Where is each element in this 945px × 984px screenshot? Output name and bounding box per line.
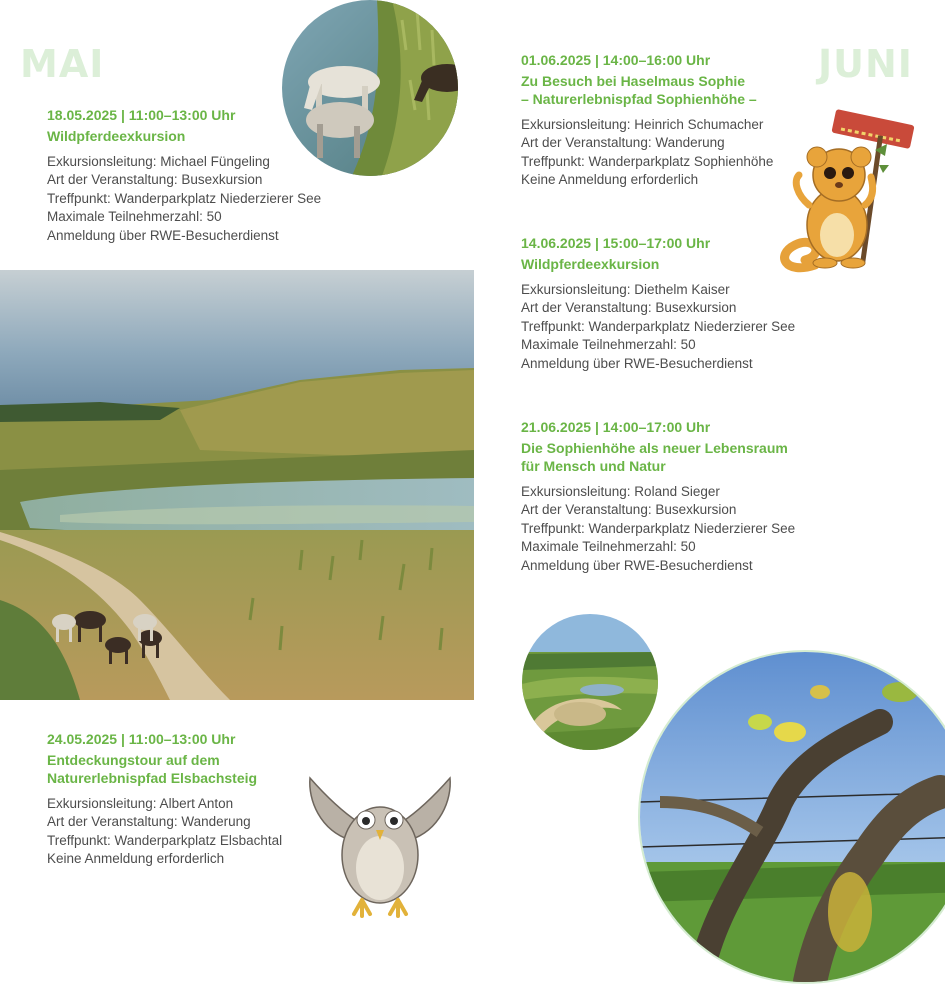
event-leader: Exkursionsleitung: Michael Füngeling: [47, 154, 270, 169]
event-meeting-point: Treffpunkt: Wanderparkplatz Niederzierer See: [521, 318, 796, 334]
event-max-participants: Maximale Teilnehmerzahl: 50: [521, 337, 696, 353]
event-leader: Exkursionsleitung: Albert Anton: [47, 796, 234, 811]
dormouse-sophie-mascot-illustration: [775, 105, 920, 295]
event-leader: Exkursionsleitung: Heinrich Schumacher: [521, 117, 764, 132]
event-max-participants: Maximale Teilnehmerzahl: 50: [47, 209, 222, 225]
event-leader: Exkursionsleitung: Roland Sieger: [521, 484, 720, 499]
event-card: [521, 418, 795, 575]
event-type: Art der Veranstaltung: Busexkursion: [521, 300, 737, 316]
event-registration: Anmeldung über RWE-Besucherdienst: [521, 355, 753, 371]
wild-horses-drinking-photo: [282, 0, 458, 176]
event-date: 18.05.2025 | 11:00–13:00 Uhr: [47, 107, 236, 123]
event-date: 24.05.2025 | 11:00–13:00 Uhr: [47, 731, 236, 747]
event-meeting-point: Treffpunkt: Wanderparkplatz Niederzierer See: [521, 520, 796, 536]
event-title: Zu Besuch bei Haselmaus Sophie – Naturerlebnispfad Sophienhöhe –: [521, 73, 757, 107]
event-date: 01.06.2025 | 14:00–16:00 Uhr: [521, 52, 711, 68]
event-title: Wildpferdeexkursion: [47, 128, 186, 144]
month-heading-may: MAI: [20, 42, 105, 86]
event-meeting-point: Treffpunkt: Wanderparkplatz Elsbachtal: [47, 832, 283, 848]
event-leader: Exkursionsleitung: Diethelm Kaiser: [521, 282, 730, 297]
owl-mascot-illustration: [300, 770, 460, 925]
event-card: [521, 234, 795, 373]
grapevine-photo: [638, 650, 945, 984]
lake-landscape-with-horses-photo: [0, 270, 474, 700]
event-card: [521, 51, 773, 190]
event-type: Art der Veranstaltung: Wanderung: [521, 135, 725, 151]
event-title: Wildpferdeexkursion: [521, 256, 660, 272]
event-title: Entdeckungstour auf dem Naturerlebnispfad Elsbachsteig: [47, 752, 258, 786]
event-max-participants: Maximale Teilnehmerzahl: 50: [521, 539, 696, 555]
event-meeting-point: Treffpunkt: Wanderparkplatz Sophienhöhe: [521, 153, 774, 169]
event-date: 21.06.2025 | 14:00–17:00 Uhr: [521, 419, 711, 435]
event-title: Die Sophienhöhe als neuer Lebensraum für Mensch und Natur: [521, 440, 788, 474]
aerial-landscape-photo: [522, 614, 658, 750]
event-type: Art der Veranstaltung: Busexkursion: [521, 502, 737, 518]
event-date: 14.06.2025 | 15:00–17:00 Uhr: [521, 235, 711, 251]
event-registration: Anmeldung über RWE-Besucherdienst: [521, 557, 753, 573]
event-card: [47, 106, 321, 245]
event-card: [47, 730, 282, 869]
event-registration: Keine Anmeldung erforderlich: [47, 851, 225, 867]
month-heading-june: JUNI: [818, 42, 913, 86]
event-meeting-point: Treffpunkt: Wanderparkplatz Niederzierer See: [47, 190, 322, 206]
event-registration: Keine Anmeldung erforderlich: [521, 172, 699, 188]
event-type: Art der Veranstaltung: Wanderung: [47, 814, 251, 830]
event-type: Art der Veranstaltung: Busexkursion: [47, 172, 263, 188]
event-registration: Anmeldung über RWE-Besucherdienst: [47, 227, 279, 243]
